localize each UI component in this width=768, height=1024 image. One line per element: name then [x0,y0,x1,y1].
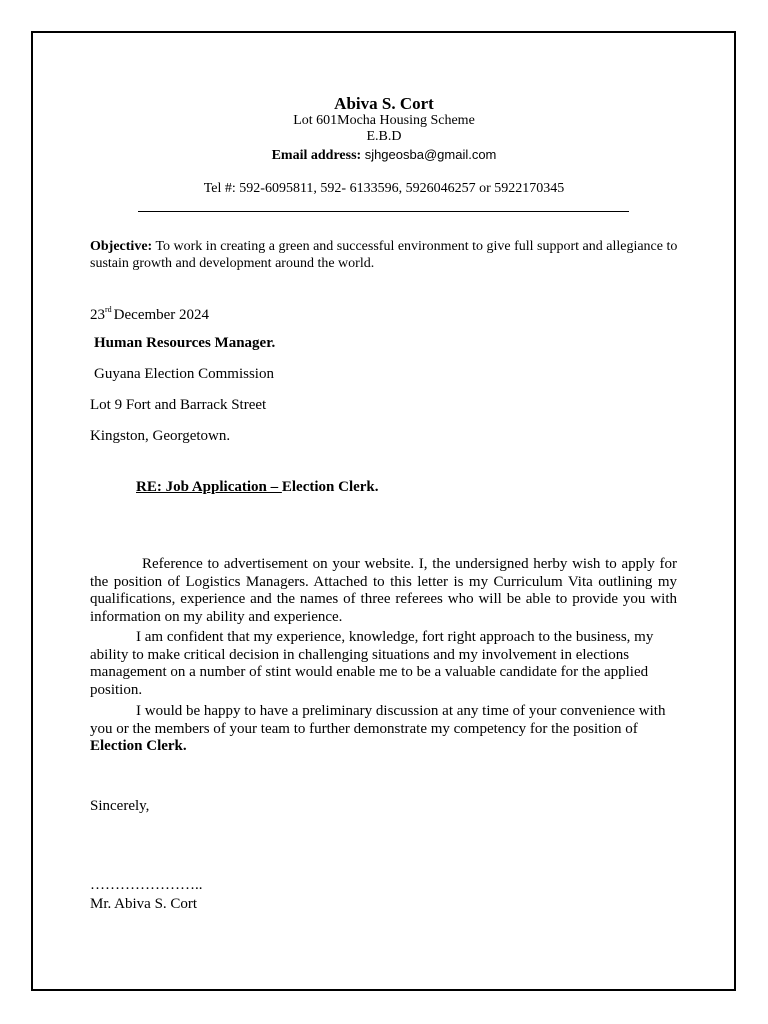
sender-telephone: Tel #: 592-6095811, 592- 6133596, 5926046257 or 5922170345 [203,181,565,196]
signer-name: Mr. Abiva S. Cort [90,896,198,912]
body-paragraph-1-text: Reference to advertisement on your website. I, the undersigned herby wish to apply for the position of Logistics Managers. Attached to this letter is my Curriculum Vita outlining my qualifications, experience and the names of three referees who will be able to provide you with information on my ability and experience. [90,556,677,625]
objective [90,238,680,272]
subject-rest: Election Clerk. [281,479,379,495]
signature-line: ………………….. [90,877,203,893]
subject-line [136,479,379,496]
recipient-organization: Guyana Election Commission [94,366,274,382]
objective-text: To work in creating a green and successful environment to give full support and allegiance to sustain growth and development around the world. [90,239,678,271]
email-label: Email address: [271,148,362,163]
body-paragraph-2-text: I am confident that my experience, knowledge, fort right approach to the business, my ability to make critical decision in challenging situations and my involvement in elections management on a number of stint would enable me to be a valuable candidate for the applied position. [90,629,654,698]
sender-email [90,147,678,164]
recipient-city: Kingston, Georgetown. [90,428,231,444]
recipient-street: Lot 9 Fort and Barrack Street [90,397,267,413]
body-paragraph-3 [90,703,677,756]
recipient-title: Human Resources Manager. [94,335,276,351]
sender-name: Abiva S. Cort [334,94,434,113]
body-paragraph-3-position: Election Clerk. [90,738,187,754]
objective-label: Objective: [90,239,153,254]
date-suffix: rd [105,305,112,314]
date-rest: December 2024 [113,307,210,323]
body-paragraph-3-text: I would be happy to have a preliminary discussion at any time of your convenience with you or the members of your team to further demonstrate my competency for the position of [90,703,666,737]
body-paragraph-2 [90,629,677,699]
letter-date [90,305,209,324]
closing: Sincerely, [90,798,150,814]
header-divider [138,211,629,212]
sender-address-line1: Lot 601Mocha Housing Scheme [293,113,475,128]
sender-address-line2: E.B.D [366,129,402,144]
date-day: 23 [90,307,105,323]
page-border [31,31,736,991]
email-value: sjhgeosba@gmail.com [364,147,497,162]
subject-underlined: RE: Job Application – [136,479,282,495]
body-paragraph-1 [90,556,677,626]
